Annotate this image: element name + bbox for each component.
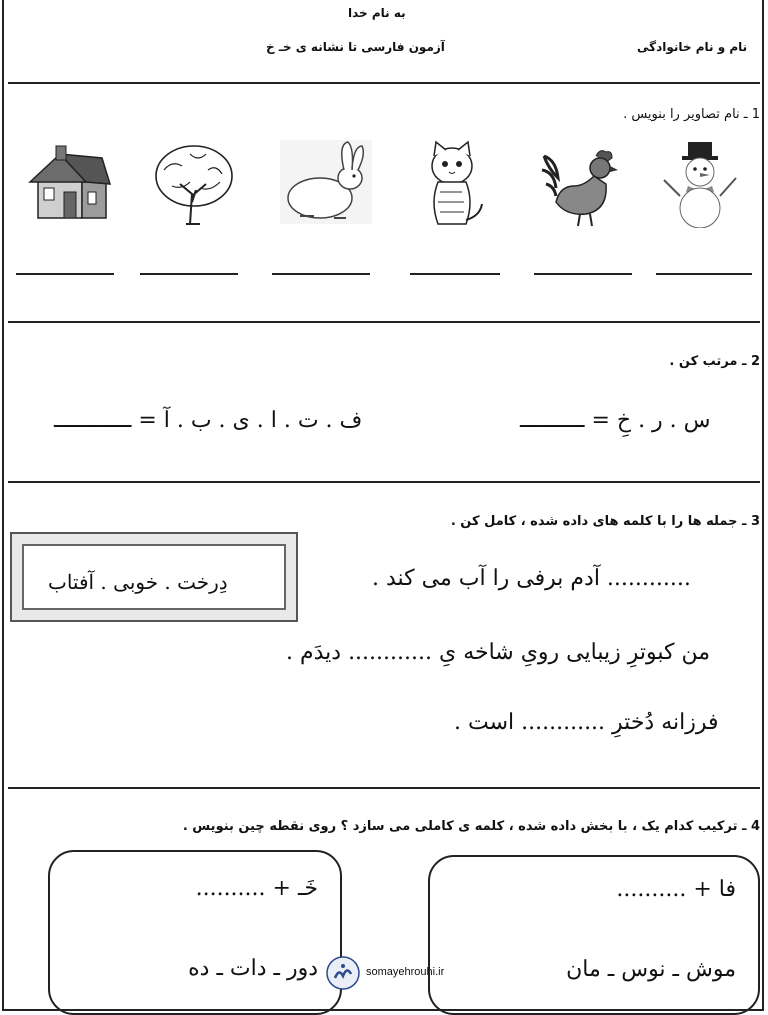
divider xyxy=(8,321,760,323)
answer-line xyxy=(272,273,370,275)
divider xyxy=(8,82,760,84)
q4-right-prompt: فا + .......... xyxy=(616,877,736,902)
word-bank-inner xyxy=(22,544,286,610)
answer-line xyxy=(140,273,238,275)
q4-right-box xyxy=(428,855,760,1015)
cat-icon xyxy=(420,140,486,228)
q4-left-options: دور ـ دات ـ ده xyxy=(188,956,318,981)
q3-sentence-1: ............ آدم برفی را آب می کند . xyxy=(372,566,691,591)
q3-sentence-2: من کبوترِ زیبایی رویِ شاخه یِ ............ دیدَم . xyxy=(286,640,710,665)
q2-title: 2 ـ مرتب کن . xyxy=(669,354,760,369)
answer-line xyxy=(410,273,500,275)
house-icon xyxy=(24,142,112,224)
q2-item-left: ف . ت . ا . ی . ب . آ = ــــــــــــ xyxy=(54,408,363,433)
tree-icon xyxy=(150,140,238,226)
word-bank-box xyxy=(10,532,298,622)
divider xyxy=(8,481,760,483)
q3-title: 3 ـ جمله ها را با کلمه های داده شده ، کامل کن . xyxy=(450,514,760,529)
word-bank-words: دِرخت . خوبی . آفتاب xyxy=(48,570,228,594)
snowman-icon xyxy=(658,140,744,228)
watermark-logo-icon xyxy=(326,956,360,990)
rabbit-icon xyxy=(280,140,372,224)
answer-line xyxy=(534,273,632,275)
q3-sentence-3: فرزانه دُخترِ ............ است . xyxy=(454,710,719,735)
rooster-icon xyxy=(540,146,620,228)
answer-line xyxy=(16,273,114,275)
exam-title: آزمون فارسی تا نشانه ی خـ خ xyxy=(266,40,445,54)
watermark-text: somayehrouhi.ir xyxy=(366,966,445,978)
q4-title: 4 ـ ترکیب کدام یک ، با بخش داده شده ، کلمه ی کاملی می سازد ؟ روی نقطه چین بنویس . xyxy=(182,819,760,834)
divider xyxy=(8,787,760,789)
bismillah: به نام خدا xyxy=(348,6,406,20)
q2-item-right: س . ر . خِ = ــــــــــ xyxy=(520,408,711,433)
answer-line xyxy=(656,273,752,275)
q4-left-box xyxy=(48,850,342,1015)
q4-right-options: موش ـ نوس ـ مان xyxy=(566,957,736,982)
q1-title: 1 ـ نام تصاویر را بنویس . xyxy=(623,107,760,122)
name-label: نام و نام خانوادگی xyxy=(637,40,748,54)
q4-left-prompt: خَـ + .......... xyxy=(195,876,318,901)
